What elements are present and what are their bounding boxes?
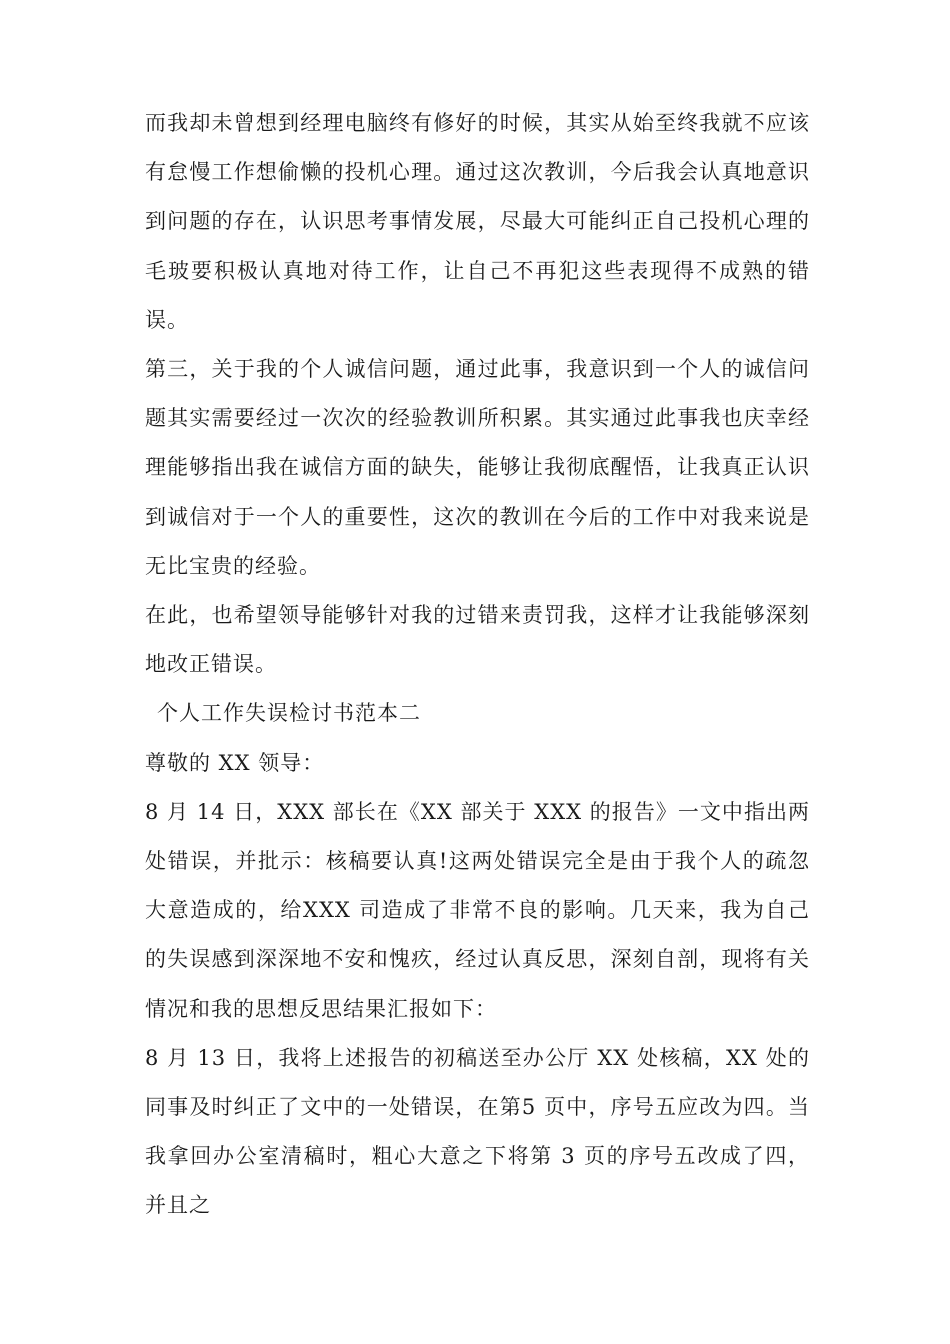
section-heading: 个人工作失误检讨书范本二 <box>157 701 421 726</box>
salutation: 尊敬的 XX 领导： <box>145 750 325 775</box>
paragraph-4: 8 月 14 日，XXX 部长在《XX 部关于 XXX 的报告》一文中指出两处错误，并批示：核稿要认真!这两处错误完全是由于我个人的疏忽大意造成的，给XXX 司造成了非常不良的影响。几天来，我为自己的失误感到深深地不安和愧疚，经过认真反思，深刻自剖，现将有关情况和我的思想反思结果汇报如下： <box>145 799 810 1021</box>
paragraph-3: 在此，也希望领导能够针对我的过错来责罚我，这样才让我能够深刻地改正错误。 <box>145 603 810 677</box>
document-body <box>145 99 810 1231</box>
paragraph-2: 第三，关于我的个人诚信问题，通过此事，我意识到一个人的诚信问题其实需要经过一次次的经验教训所积累。其实通过此事我也庆幸经理能够指出我在诚信方面的缺失，能够让我彻底醒悟，让我真正认识到诚信对于一个人的重要性，这次的教训在今后的工作中对我来说是无比宝贵的经验。 <box>145 357 810 578</box>
paragraph-5: 8 月 13 日，我将上述报告的初稿送至办公厅 XX 处核稿，XX 处的同事及时纠正了文中的一处错误，在第5 页中，序号五应改为四。当我拿回办公室清稿时，粗心大意之下将第 3 页的序号五改成了四，并且之 <box>145 1045 810 1218</box>
paragraph-1: 而我却未曾想到经理电脑终有修好的时候，其实从始至终我就不应该有怠慢工作想偷懒的投机心理。通过这次教训，今后我会认真地意识到问题的存在，认识思考事情发展，尽最大可能纠正自己投机心理的毛玻要积极认真地对待工作，让自己不再犯这些表现得不成熟的错误。 <box>145 111 810 332</box>
